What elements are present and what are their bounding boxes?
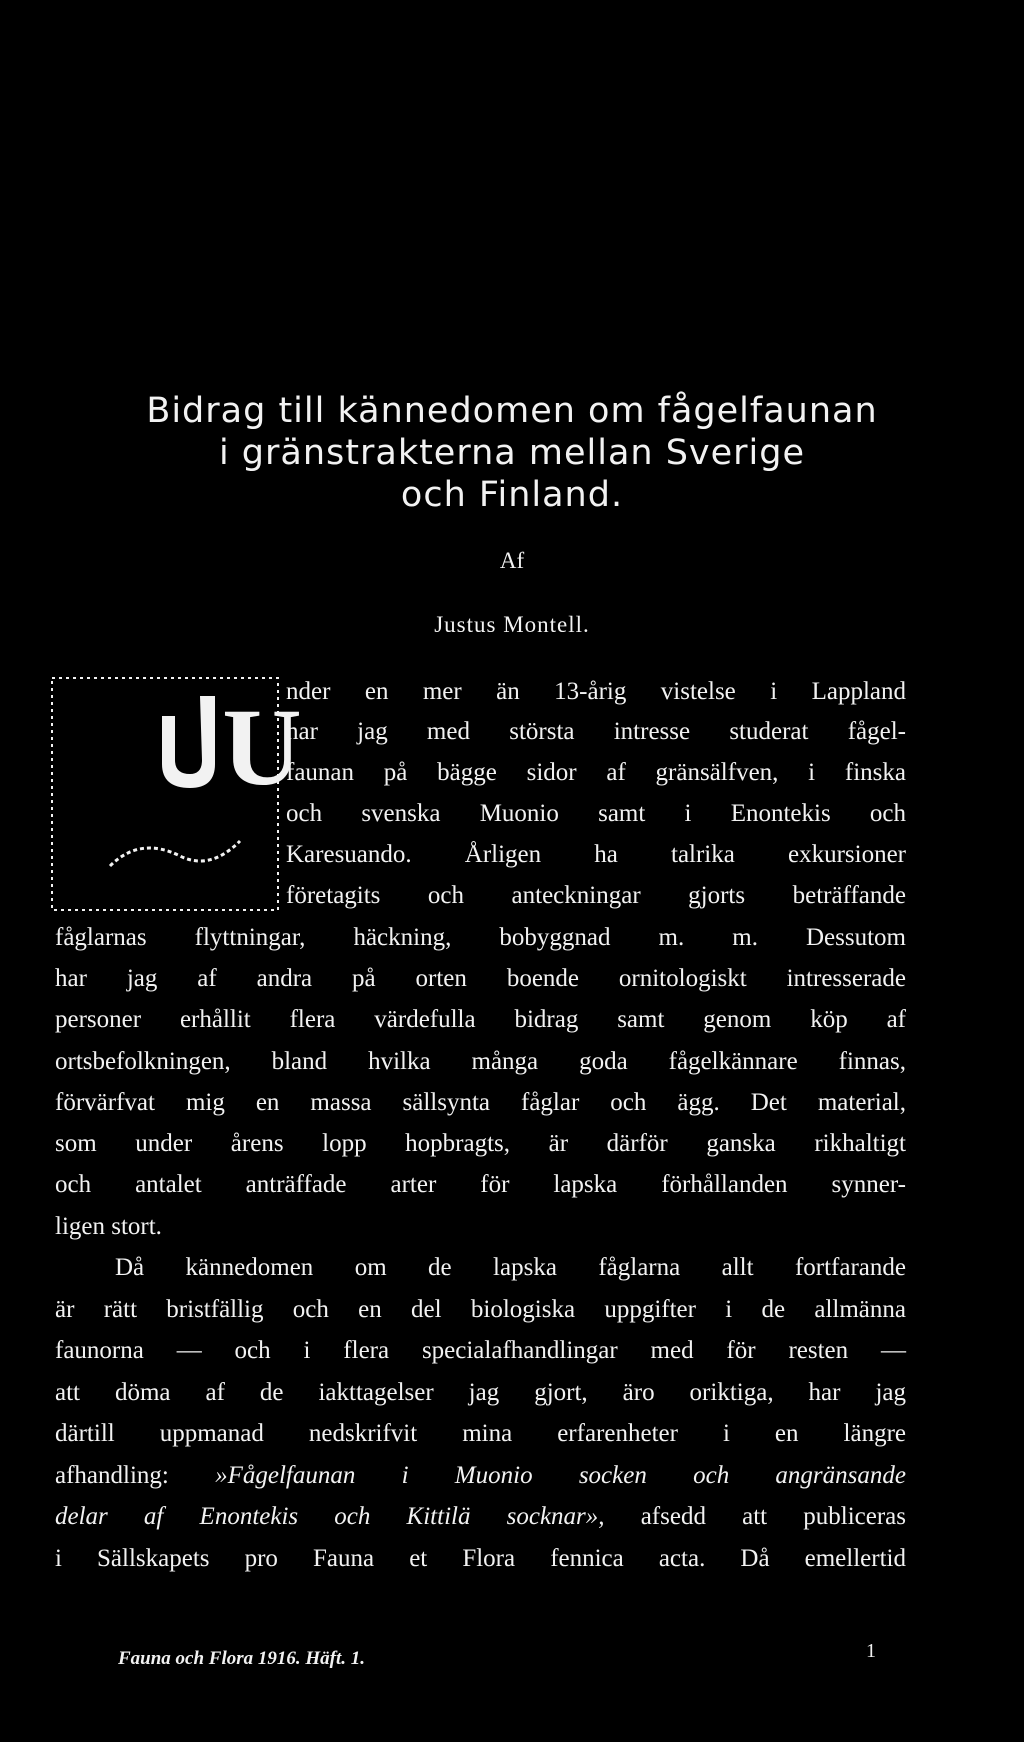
text-line: förvärfvat mig en massa sällsynta fåglar och ägg. Det material,	[55, 1089, 906, 1116]
initial-frame-icon	[50, 676, 302, 912]
text-line: i Sällskapets pro Fauna et Flora fennica acta. Då emellertid	[55, 1545, 906, 1572]
text-line: fåglarnas flyttningar, häckning, bobyggnad m. m. Dessutom	[55, 924, 906, 951]
byline-af: Af	[499, 548, 525, 573]
text-line: Karesuando. Årligen ha talrika exkursioner	[286, 841, 906, 868]
article-title	[0, 390, 1024, 516]
text-line: har jag med största intresse studerat fågel-	[286, 718, 906, 745]
page-number: 1	[866, 1640, 876, 1662]
title-line-3: och Finland.	[400, 475, 624, 515]
italic-title-span: »Fågelfaunan i Muonio socken och angränsande	[215, 1462, 906, 1489]
text-line: därtill uppmanad nedskrifvit mina erfarenheter i en längre	[55, 1420, 906, 1447]
text-line: faunorna — och i flera specialafhandlingar med för resten —	[55, 1337, 906, 1364]
text-span: afsedd att publiceras	[604, 1503, 906, 1530]
text-line: personer erhållit flera värdefulla bidrag samt genom köp af	[55, 1006, 906, 1033]
title-line-1: Bidrag till kännedomen om fågelfaunan	[146, 391, 878, 431]
italic-title-span: delar af Enontekis och Kittilä socknar»,	[55, 1503, 605, 1530]
text-line: faunan på bägge sidor af gränsälfven, i finska	[286, 759, 906, 786]
journal-footer: Fauna och Flora 1916. Häft. 1.	[118, 1648, 366, 1669]
decorative-initial	[50, 676, 302, 912]
text-line: företagits och anteckningar gjorts beträffande	[286, 882, 906, 909]
text-line: ligen stort.	[55, 1213, 162, 1240]
initial-letter: U	[222, 686, 302, 808]
byline-author: Justus Montell.	[434, 612, 590, 637]
text-line: ortsbefolkningen, bland hvilka många goda fågelkännare finnas,	[55, 1048, 906, 1075]
text-line: och svenska Muonio samt i Enontekis och	[286, 800, 906, 827]
text-line: som under årens lopp hopbragts, är därför ganska rikhaltigt	[55, 1130, 906, 1157]
text-line	[55, 1502, 906, 1532]
text-line: att döma af de iakttagelser jag gjort, äro oriktiga, har jag	[55, 1379, 906, 1406]
text-line: nder en mer än 13-årig vistelse i Lappland	[286, 678, 906, 705]
text-line: är rätt bristfällig och en del biologiska uppgifter i de allmänna	[55, 1296, 906, 1323]
text-line	[55, 1461, 906, 1491]
text-line: Då kännedomen om de lapska fåglarna allt fortfarande	[115, 1254, 906, 1281]
title-line-2: i gränstrakterna mellan Sverige	[218, 433, 806, 473]
text-line: och antalet anträffade arter för lapska förhållanden synner-	[55, 1171, 906, 1198]
text-span: afhandling:	[55, 1462, 216, 1489]
text-line: har jag af andra på orten boende ornitologiskt intresserade	[55, 965, 906, 992]
